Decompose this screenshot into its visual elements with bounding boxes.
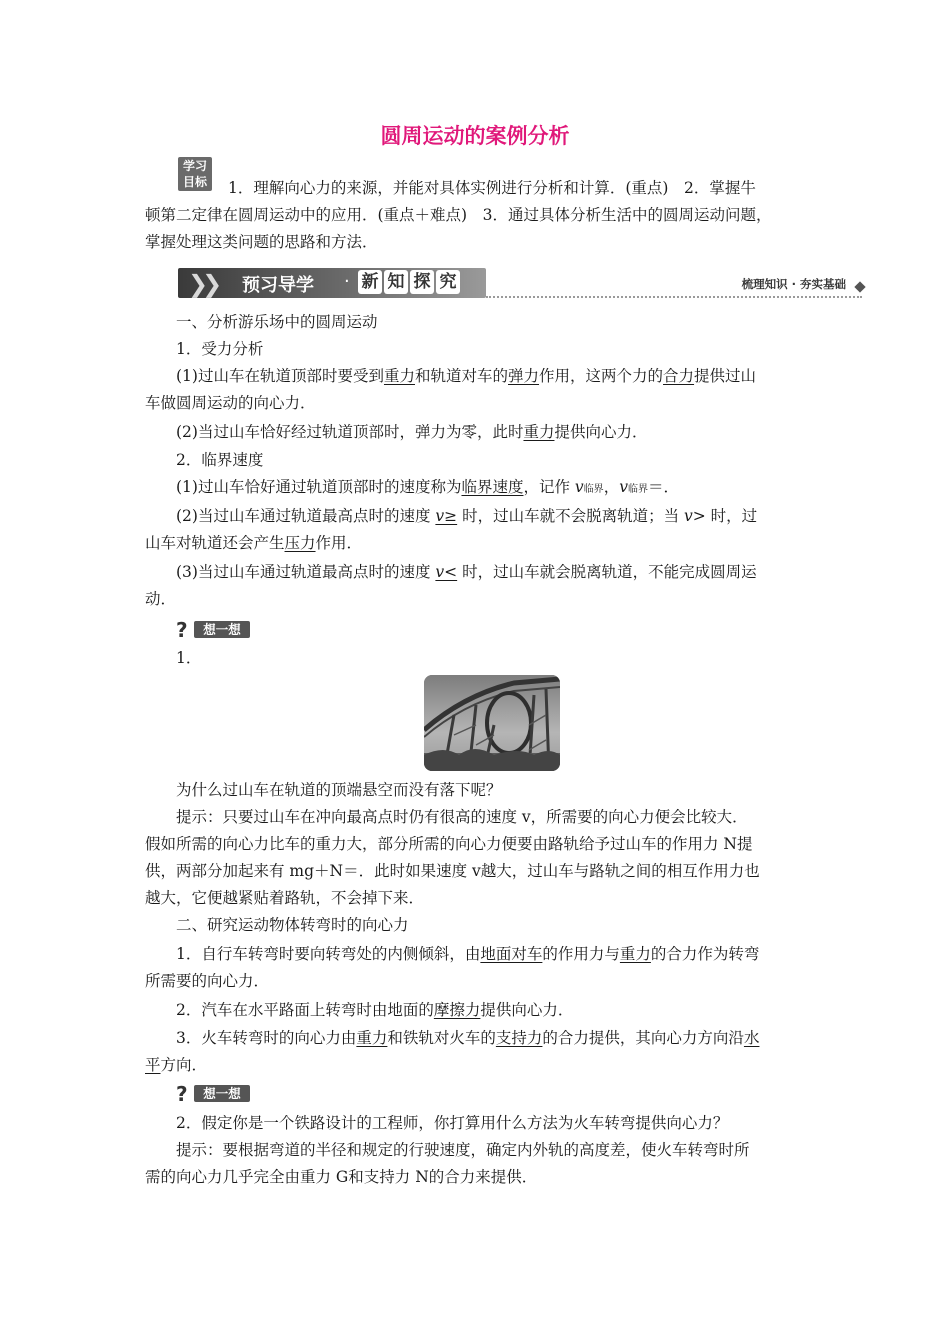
text: 作用，这两个力的 [539,367,664,385]
banner-char: 究 [436,270,460,294]
text: 和轨道对车的 [414,367,508,385]
section-banner [178,268,868,300]
banner-char: 知 [384,270,408,294]
blank-answer: 重力 [619,945,651,963]
q2-answer-1: 提示：要根据弯道的半径和规定的行驶速度，确定内外轨的高度差，使火车转弯时所 [176,1141,750,1159]
blank-answer: 支持力 [495,1029,543,1047]
section2-p3 [145,1025,810,1052]
blank-answer: v< [435,563,458,581]
banner-char: 探 [410,270,434,294]
blank-answer: 合力 [663,367,695,385]
banner-dot: · [344,271,350,292]
text: 和铁轨对火车的 [387,1029,496,1047]
blank-answer: v≥ [435,507,458,525]
blank-answer: 压力 [284,534,316,552]
var-v: v [619,478,628,496]
page-title: 圆周运动的案例分析 [380,124,570,148]
banner-char: 新 [358,270,382,294]
section1-sub1: 1．受力分析 [176,340,264,358]
section1-p4 [145,503,810,530]
q1-answer-3: 供，两部分加起来有 mg＋N＝．此时如果速度 v越大，过山车与路轨之间的相互作用力也 [145,862,760,880]
var-v: v [574,478,584,496]
text: (2)当过山车通过轨道最高点时的速度 [176,507,436,525]
text: 时，过山车就不会脱离轨道；当 [457,507,684,525]
text: 2．汽车在水平路面上转弯时由地面的 [176,1001,434,1019]
blank-answer: 地面对车 [480,945,543,963]
section2-p1 [145,941,810,968]
banner-dotted-rule [486,296,862,298]
section2-p2 [145,997,810,1024]
banner-new-chars [358,270,462,294]
q1-answer-1: 提示：只要过山车在冲向最高点时仍有很高的速度 v，所需要的向心力便会比较大． [176,808,748,826]
q1-answer-4: 越大，它便越紧贴着路轨，不会掉下来． [145,889,425,907]
q2-answer-2: 需的向心力几乎完全由重力 G和支持力 N的合力来提供． [145,1168,538,1186]
text: 的合力提供，其向心力方向沿 [542,1029,744,1047]
q1-question: 为什么过山车在轨道的顶端悬空而没有落下呢？ [176,781,502,799]
text: ， [603,478,620,496]
goals-line-1: 1．理解向心力的来源，并能对具体实例进行分析和计算．(重点) 2．掌握牛 [228,179,756,197]
blank-answer: 平 [145,1056,161,1074]
text: ，记作 [523,478,575,496]
blank-answer: 水 [743,1029,760,1047]
blank-answer: 弹力 [508,367,540,385]
q2-question: 2．假定你是一个铁路设计的工程师，你打算用什么方法为火车转弯提供向心力？ [176,1114,729,1132]
section1-heading: 一、分析游乐场中的圆周运动 [176,313,378,331]
text: (1)过山车在轨道顶部时要受到 [176,367,384,385]
text: 时，过山车就会脱离轨道，不能完成圆周运 [457,563,757,581]
text: 3．火车转弯时的向心力由 [176,1029,357,1047]
roller-coaster-photo [424,675,560,771]
section2-p3-cont [145,1052,810,1079]
text: 1．自行车转弯时要向转弯处的内侧倾斜，由 [176,945,481,963]
blank-answer: 摩擦力 [433,1001,481,1019]
section1-p5 [145,559,810,586]
goals-line-2: 顿第二定律在圆周运动中的应用．(重点＋难点) 3．通过具体分析生活中的圆周运动问题， [145,206,772,224]
goals-line-3: 掌握处理这类问题的思路和方法． [145,233,378,251]
think-text: 想一想 [194,1085,250,1102]
section1-sub2: 2．临界速度 [176,451,264,469]
q1-number: 1． [176,649,202,667]
text: 方向． [160,1056,208,1074]
banner-label: 预习导学 [242,275,314,296]
text: 的作用力与 [542,945,620,963]
text: 提供向心力． [554,423,648,441]
text: 的合力作为转弯 [650,945,760,963]
text: (3)当过山车通过轨道最高点时的速度 [176,563,436,581]
blank-answer: 重力 [523,423,555,441]
subscript: 临界 [627,484,648,495]
question-mark-icon: ? [176,1082,188,1106]
section1-p3 [145,474,810,503]
section1-p2 [145,419,810,446]
badge-line-2: 目标 [182,175,207,189]
section2-p1-cont: 所需要的向心力． [145,972,270,990]
text: ＝． [647,478,679,496]
blank-answer: 临界速度 [461,478,524,496]
text: 作用． [315,534,363,552]
badge-line-1: 学习 [182,159,207,173]
diamond-icon [854,281,865,292]
q1-answer-2: 假如所需的向心力比车的重力大，部分所需的向心力便要由路轨给予过山车的作用力 N提 [145,835,753,853]
think-text: 想一想 [194,621,250,638]
question-mark-icon: ? [176,618,188,642]
section1-p5-cont: 动． [145,590,177,608]
text: 提供向心力． [480,1001,574,1019]
section1-p1-cont: 车做圆周运动的向心力． [145,394,316,412]
var-v: v> [684,507,706,525]
section2-heading: 二、研究运动物体转弯时的向心力 [176,916,409,934]
text: 提供过山 [694,367,757,385]
text: 山车对轨道还会产生 [145,534,285,552]
blank-answer: 重力 [383,367,415,385]
double-chevron-icon: ❯❯ [188,270,217,298]
subscript: 临界 [583,484,604,495]
learning-goal-badge [178,157,212,191]
text: (2)当过山车恰好经过轨道顶部时，弹力为零，此时 [176,423,524,441]
blank-answer: 重力 [356,1029,388,1047]
section1-p4-cont [145,530,810,557]
section1-p1 [145,363,810,390]
banner-right-label: 梳理知识 · 夯实基础 [741,277,846,291]
text: (1)过山车恰好通过轨道顶部时的速度称为 [176,478,462,496]
roller-coaster-illustration [424,675,560,771]
text: 时，过 [705,507,758,525]
